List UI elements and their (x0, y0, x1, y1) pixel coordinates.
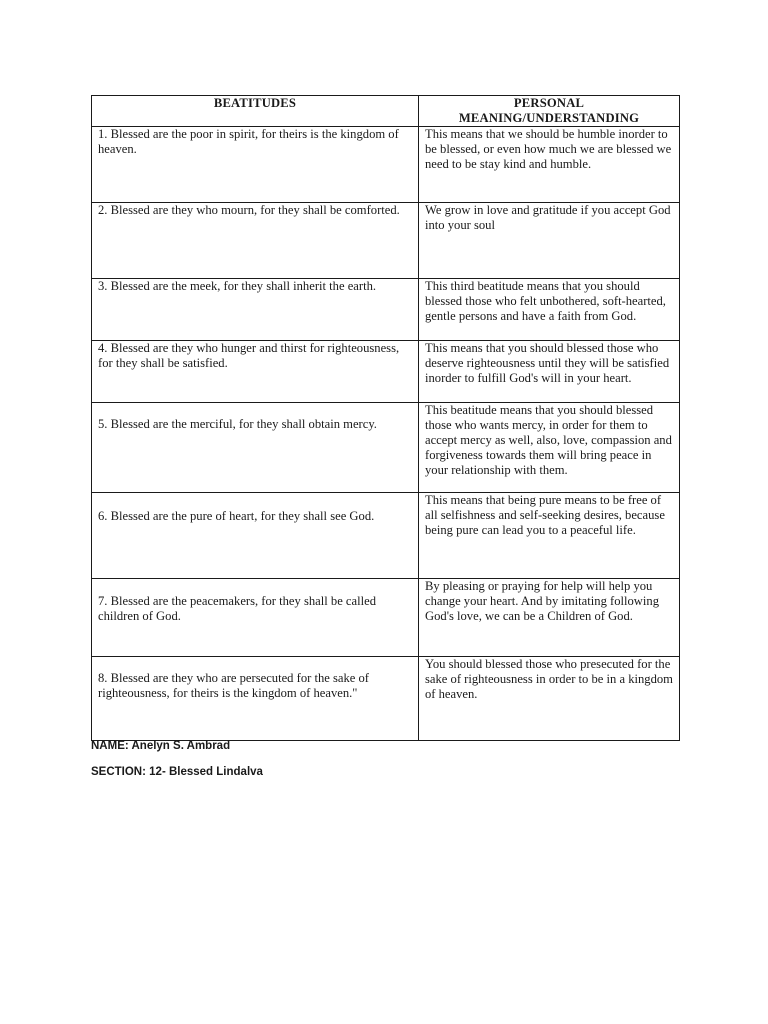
table-row (92, 341, 680, 403)
table-row (92, 579, 680, 657)
meaning-cell: By pleasing or praying for help will help you change your heart. And by imitating following God's love, we can be a Children of God. (419, 579, 680, 657)
meaning-cell: You should blessed those who presecuted for the sake of righteousness in order to be in a kingdom of heaven. (419, 657, 680, 741)
meaning-cell: We grow in love and gratitude if you accept God into your soul (419, 203, 680, 279)
beatitude-text: 3. Blessed are the meek, for they shall inherit the earth. (98, 279, 377, 293)
beatitude-text: 6. Blessed are the pure of heart, for they shall see God. (98, 509, 375, 523)
table-row (92, 493, 680, 579)
table-row (92, 203, 680, 279)
beatitude-cell (92, 579, 419, 657)
beatitude-text: 4. Blessed are they who hunger and thirst for righteousness, for they shall be satisfied. (98, 341, 400, 370)
name-label: NAME: (91, 740, 129, 752)
table-row (92, 403, 680, 493)
beatitude-text: 8. Blessed are they who are persecuted for the sake of righteousness, for theirs is the kingdom of heaven." (98, 671, 370, 700)
beatitude-cell (92, 203, 419, 279)
section-label: SECTION: (91, 766, 146, 778)
beatitude-text: 7. Blessed are the peacemakers, for they shall be called children of God. (98, 594, 376, 623)
meaning-cell: This means that you should blessed those who deserve righteousness until they will be satisfied inorder to fulfill God's will in your heart. (419, 341, 680, 403)
beatitude-cell (92, 341, 419, 403)
table-row (92, 127, 680, 203)
header-personal-meaning: PERSONAL MEANING/UNDERSTANDING (419, 96, 680, 127)
beatitude-cell (92, 403, 419, 493)
student-name-line (91, 740, 230, 752)
beatitude-text: 1. Blessed are the poor in spirit, for theirs is the kingdom of heaven. (98, 127, 399, 156)
beatitude-cell (92, 127, 419, 203)
meaning-cell: This means that being pure means to be free of all selfishness and self-seeking desires, because being pure can lead you to a peaceful life. (419, 493, 680, 579)
beatitude-cell (92, 657, 419, 741)
table-header-row (92, 96, 680, 127)
table-row (92, 657, 680, 741)
header-beatitudes: BEATITUDES (92, 96, 419, 127)
name-value: Anelyn S. Ambrad (131, 740, 231, 752)
section-line (91, 766, 263, 778)
beatitude-text: 2. Blessed are they who mourn, for they shall be comforted. (98, 203, 400, 217)
table-row (92, 279, 680, 341)
meaning-cell: This means that we should be humble inorder to be blessed, or even how much we are blessed we need to be stay kind and humble. (419, 127, 680, 203)
meaning-cell: This beatitude means that you should blessed those who wants mercy, in order for them to accept mercy as well, also, love, compassion and forgiveness towards them will bring peace in your relationship with them. (419, 403, 680, 493)
section-value: 12- Blessed Lindalva (149, 766, 263, 778)
beatitudes-table (91, 95, 680, 741)
beatitude-text: 5. Blessed are the merciful, for they shall obtain mercy. (98, 417, 377, 431)
meaning-cell: This third beatitude means that you should blessed those who felt unbothered, soft-hearted, gentle persons and have a faith from God. (419, 279, 680, 341)
beatitude-cell (92, 493, 419, 579)
beatitude-cell (92, 279, 419, 341)
